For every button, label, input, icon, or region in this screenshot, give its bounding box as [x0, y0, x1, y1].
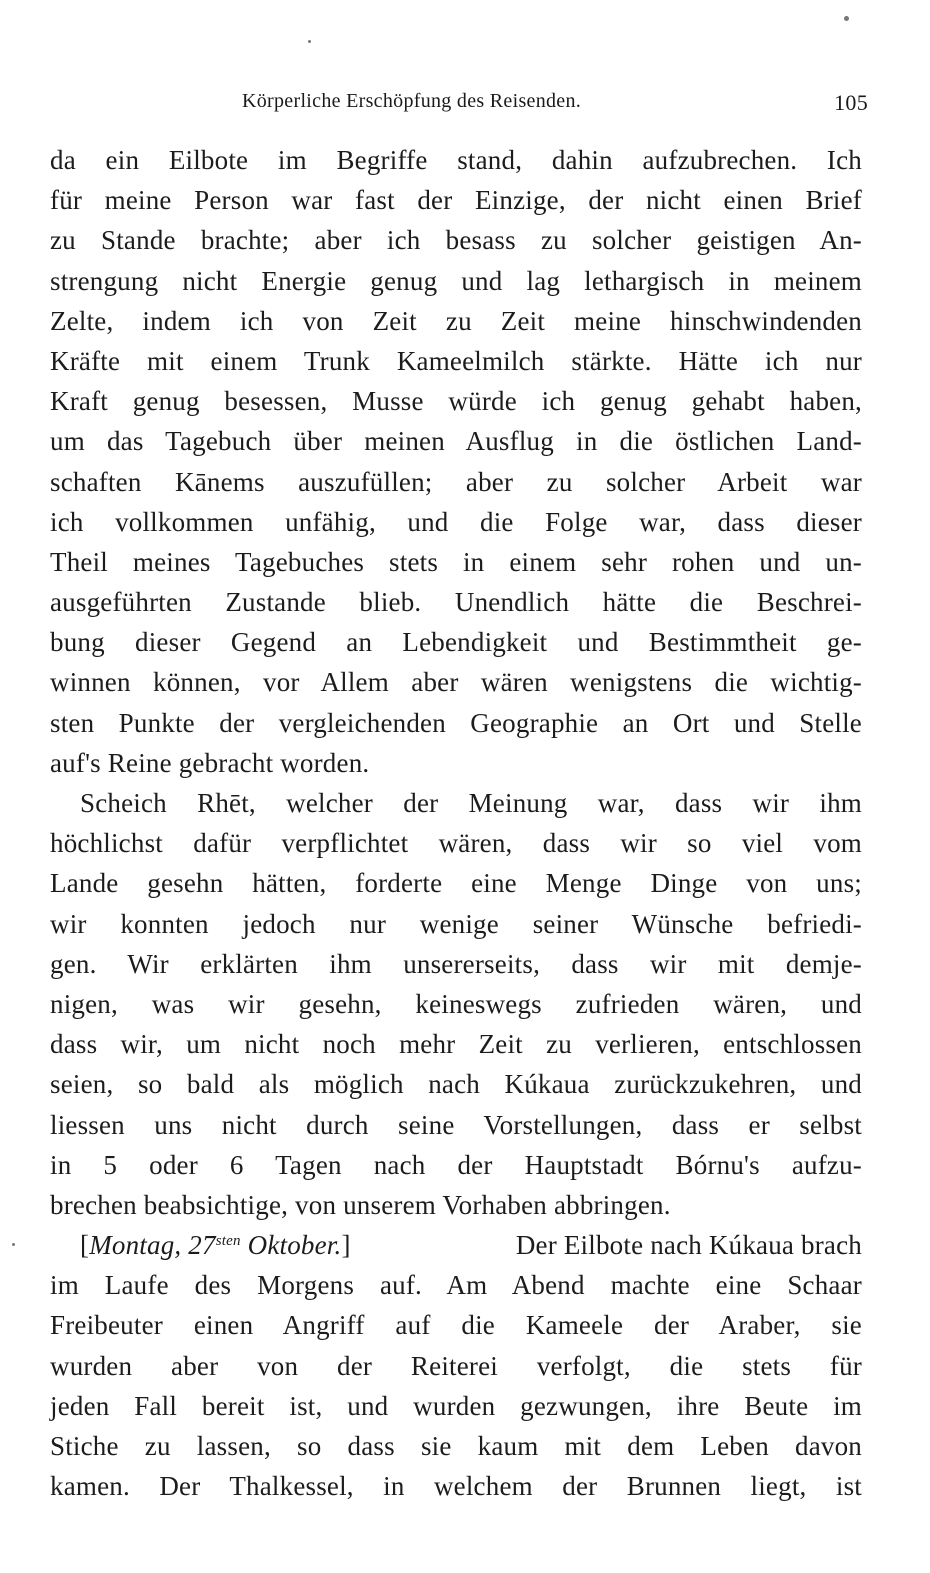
text-line: sten Punkte der vergleichenden Geographie an Ort und Stelle	[50, 707, 862, 738]
text-line: Freibeuter einen Angriff auf die Kameele der Araber, sie	[50, 1310, 862, 1341]
paragraph-end-line: auf's Reine gebracht worden.	[50, 747, 370, 778]
dated-line-text: Der Eilbote nach Kúkaua brach	[515, 1230, 862, 1261]
print-speck	[12, 1243, 15, 1246]
text-line: jeden Fall bereit ist, und wurden gezwungen, ihre Beute im	[50, 1390, 862, 1421]
text-line: wurden aber von der Reiterei verfolgt, die stets für	[50, 1350, 862, 1381]
open-bracket: [	[80, 1230, 90, 1261]
text-line: Stiche zu lassen, so dass sie kaum mit dem Leben davon	[50, 1431, 862, 1461]
text-line: Kraft genug besessen, Musse würde ich genug gehabt haben,	[50, 386, 862, 417]
text-line: bung dieser Gegend an Lebendigkeit und Bestimmtheit ge-	[50, 627, 862, 658]
body-text	[50, 140, 862, 1506]
text-line: wir konnten jedoch nur wenige seiner Wünsche befriedi-	[50, 908, 862, 939]
text-line: Theil meines Tagebuches stets in einem sehr rohen und un-	[50, 546, 862, 577]
text-line: ich vollkommen unfähig, und die Folge war, dass dieser	[50, 506, 862, 537]
text-line: Zelte, indem ich von Zeit zu Zeit meine hinschwindenden	[50, 305, 862, 336]
text-line: strengung nicht Energie genug und lag lethargisch in meinem	[50, 265, 862, 296]
text-line: Lande gesehn hätten, forderte eine Menge Dinge von uns;	[50, 868, 862, 899]
print-speck	[844, 16, 849, 21]
running-head	[50, 88, 870, 122]
text-line: für meine Person war fast der Einzige, der nicht einen Brief	[50, 185, 862, 216]
text-line: zu Stande brachte; aber ich besass zu solcher geistigen An-	[50, 225, 862, 256]
paragraph-end-line: brechen beabsichtige, von unserem Vorhaben abbringen.	[50, 1189, 671, 1220]
text-line: da ein Eilbote im Begriffe stand, dahin aufzubrechen. Ich	[50, 145, 862, 175]
text-line: Kräfte mit einem Trunk Kameelmilch stärkte. Hätte ich nur	[50, 345, 862, 376]
print-speck	[308, 40, 311, 43]
text-line: gen. Wir erklärten ihm unsererseits, dass wir mit demje-	[50, 948, 862, 979]
text-line: in 5 oder 6 Tagen nach der Hauptstadt Bórnu's aufzu-	[50, 1149, 862, 1180]
dated-paragraph-start	[50, 1225, 862, 1265]
text-line: schaften Kānems auszufüllen; aber zu solcher Arbeit war	[50, 466, 862, 497]
date-day	[89, 1230, 341, 1260]
date-mark-group	[80, 1225, 351, 1265]
date-month: Oktober.	[240, 1230, 342, 1261]
text-line: seien, so bald als möglich nach Kúkaua zurückzukehren, und	[50, 1069, 862, 1100]
text-line: ausgeführten Zustande blieb. Unendlich hätte die Beschrei-	[50, 587, 862, 618]
page-number: 105	[834, 90, 868, 115]
text-line: nigen, was wir gesehn, keineswegs zufrieden wären, und	[50, 988, 862, 1019]
text-line: kamen. Der Thalkessel, in welchem der Brunnen liegt, ist	[50, 1471, 862, 1502]
text-line: höchlichst dafür verpflichtet wären, dass wir so viel vom	[50, 828, 862, 859]
paragraph-start-line: Scheich Rhēt, welcher der Meinung war, dass wir ihm	[80, 788, 862, 818]
close-bracket: ]	[341, 1230, 351, 1261]
text-line: dass wir, um nicht noch mehr Zeit zu verlieren, entschlossen	[50, 1029, 862, 1060]
text-line: winnen können, vor Allem aber wären wenigstens die wichtig-	[50, 667, 862, 698]
text-line: liessen uns nicht durch seine Vorstellungen, dass er selbst	[50, 1109, 862, 1140]
running-title: Körperliche Erschöpfung des Reisenden.	[242, 90, 582, 112]
date-day-text: Montag, 27	[89, 1230, 216, 1261]
text-line: im Laufe des Morgens auf. Am Abend machte eine Schaar	[50, 1270, 862, 1301]
text-line: um das Tagebuch über meinen Ausflug in die östlichen Land-	[50, 426, 862, 457]
date-ordinal-suffix: sten	[215, 1233, 241, 1250]
